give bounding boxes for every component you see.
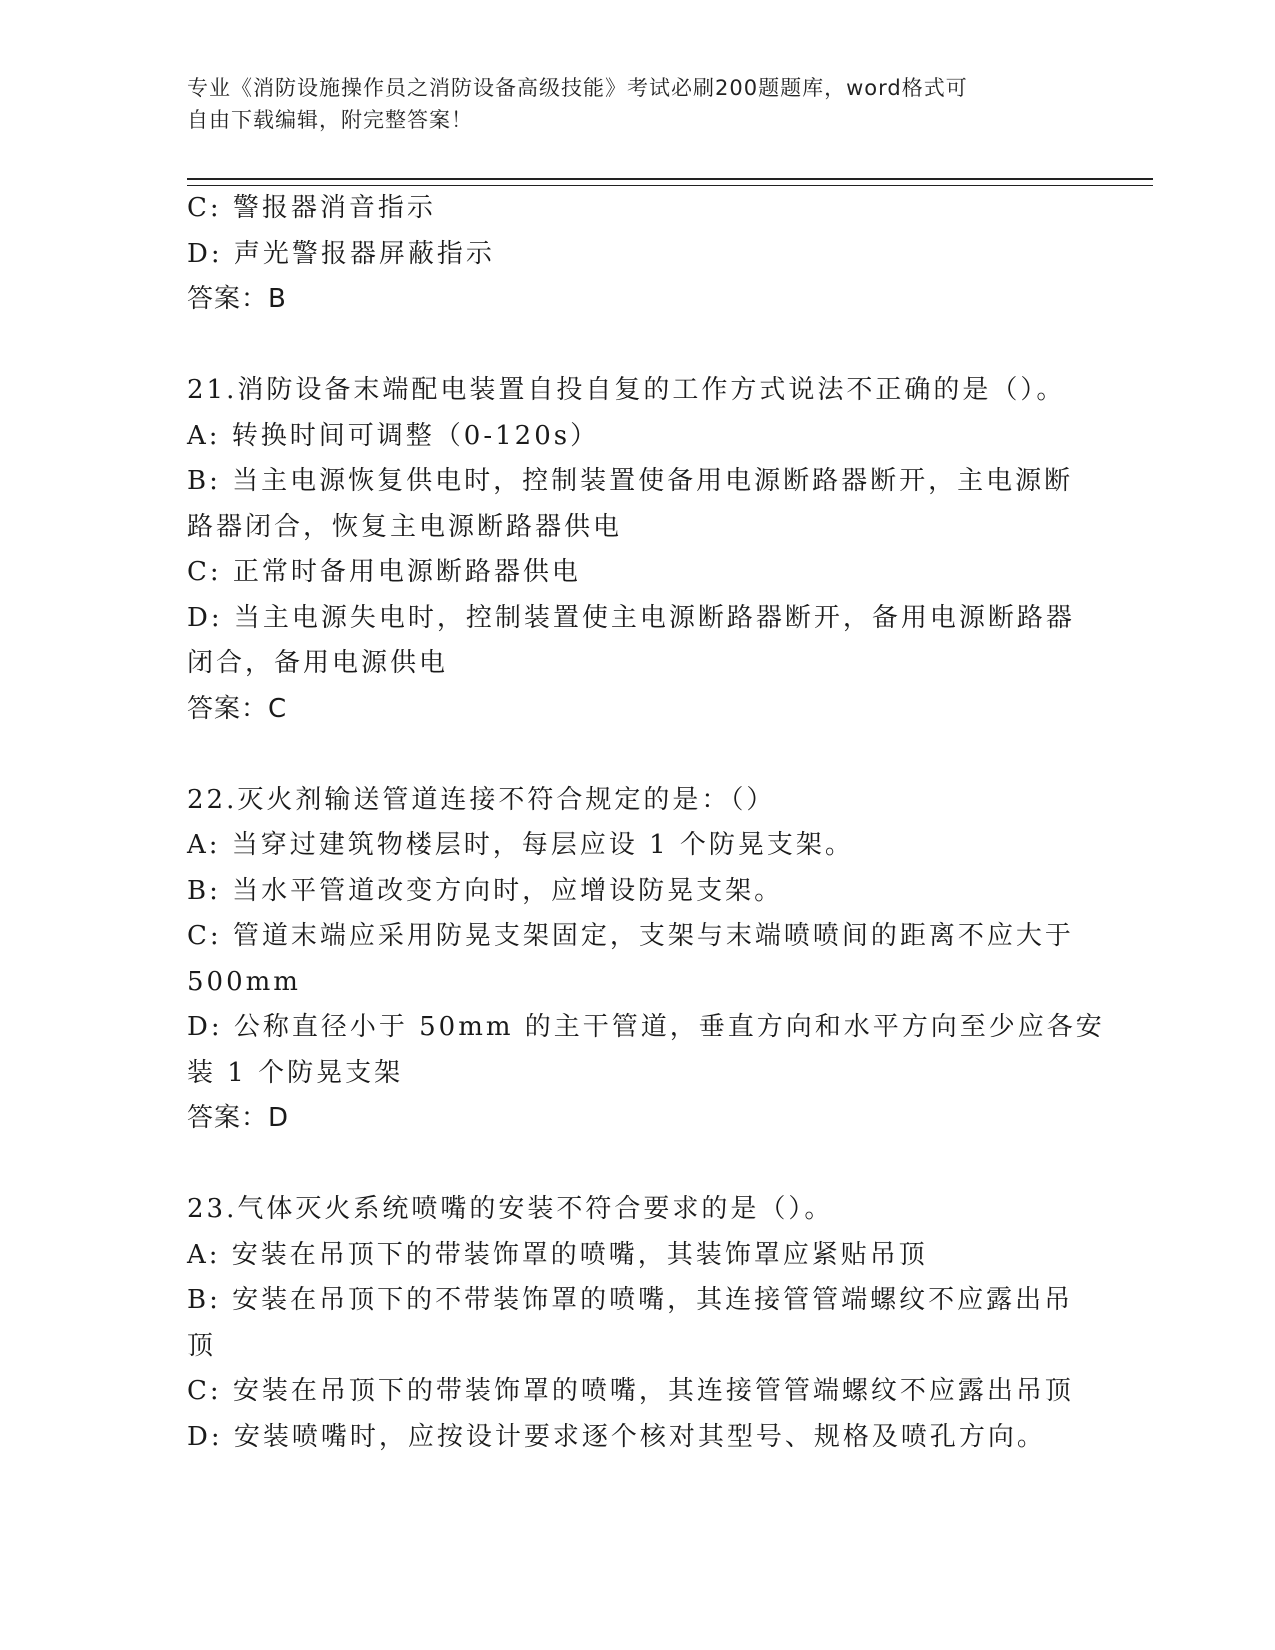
option-b-continued: 顶 xyxy=(187,1330,217,1361)
option-c: C: 正常时备用电源断路器供电 xyxy=(187,557,581,587)
document-body xyxy=(187,186,1105,1460)
option-d-continued: 闭合，备用电源供电 xyxy=(187,648,449,678)
answer: 答案：B xyxy=(187,284,287,314)
option-c: C: 警报器消音指示 xyxy=(187,193,436,223)
spacer xyxy=(187,1142,1087,1188)
option-a: A: 安装在吊顶下的带装饰罩的喷嘴，其装饰罩应紧贴吊顶 xyxy=(187,1239,928,1270)
option-a: A: 转换时间可调整（0-120s） xyxy=(187,420,600,451)
option-d: D: 安装喷嘴时，应按设计要求逐个核对其型号、规格及喷孔方向。 xyxy=(187,1421,1046,1452)
spacer xyxy=(187,732,1087,778)
option-d: D: 声光警报器屏蔽指示 xyxy=(187,238,495,269)
question-22 xyxy=(187,778,1105,1142)
question-20-tail xyxy=(187,186,1087,323)
option-b: B: 当水平管道改变方向时，应增设防晃支架。 xyxy=(187,875,784,906)
header-line-1: 专业《消防设施操作员之消防设备高级技能》考试必刷200题题库，word格式可 xyxy=(187,76,968,100)
option-b: B: 安装在吊顶下的不带装饰罩的喷嘴，其连接管管端螺纹不应露出吊 xyxy=(187,1285,1074,1315)
answer: 答案：D xyxy=(187,1103,290,1133)
option-c: C: 安装在吊顶下的带装饰罩的喷嘴，其连接管管端螺纹不应露出吊顶 xyxy=(187,1376,1074,1406)
document-header xyxy=(187,72,1067,136)
option-c: C: 管道末端应采用防晃支架固定，支架与末端喷喷间的距离不应大于 xyxy=(187,921,1074,951)
answer: 答案：C xyxy=(187,693,288,724)
option-a: A: 当穿过建筑物楼层时，每层应设 1 个防晃支架。 xyxy=(187,830,854,860)
spacer xyxy=(187,323,1087,369)
header-divider xyxy=(187,178,1153,186)
question-stem: 23.气体灭火系统喷嘴的安装不符合要求的是（）。 xyxy=(187,1194,834,1224)
option-b: B: 当主电源恢复供电时，控制装置使备用电源断路器断开，主电源断 xyxy=(187,466,1074,496)
option-c-continued: 500mm xyxy=(187,966,301,997)
header-line-2: 自由下载编辑，附完整答案！ xyxy=(187,108,473,132)
option-b-continued: 路器闭合，恢复主电源断路器供电 xyxy=(187,511,623,542)
option-d: D: 公称直径小于 50mm 的主干管道，垂直方向和水平方向至少应各安 xyxy=(187,1012,1105,1042)
question-23 xyxy=(187,1187,1087,1460)
option-d-continued: 装 1 个防晃支架 xyxy=(187,1057,404,1088)
question-stem: 21.消防设备末端配电装置自投自复的工作方式说法不正确的是（）。 xyxy=(187,375,1066,405)
question-stem: 22.灭火剂输送管道连接不符合规定的是：（） xyxy=(187,784,776,815)
option-d: D: 当主电源失电时，控制装置使主电源断路器断开，备用电源断路器 xyxy=(187,602,1075,633)
question-21 xyxy=(187,368,1087,732)
